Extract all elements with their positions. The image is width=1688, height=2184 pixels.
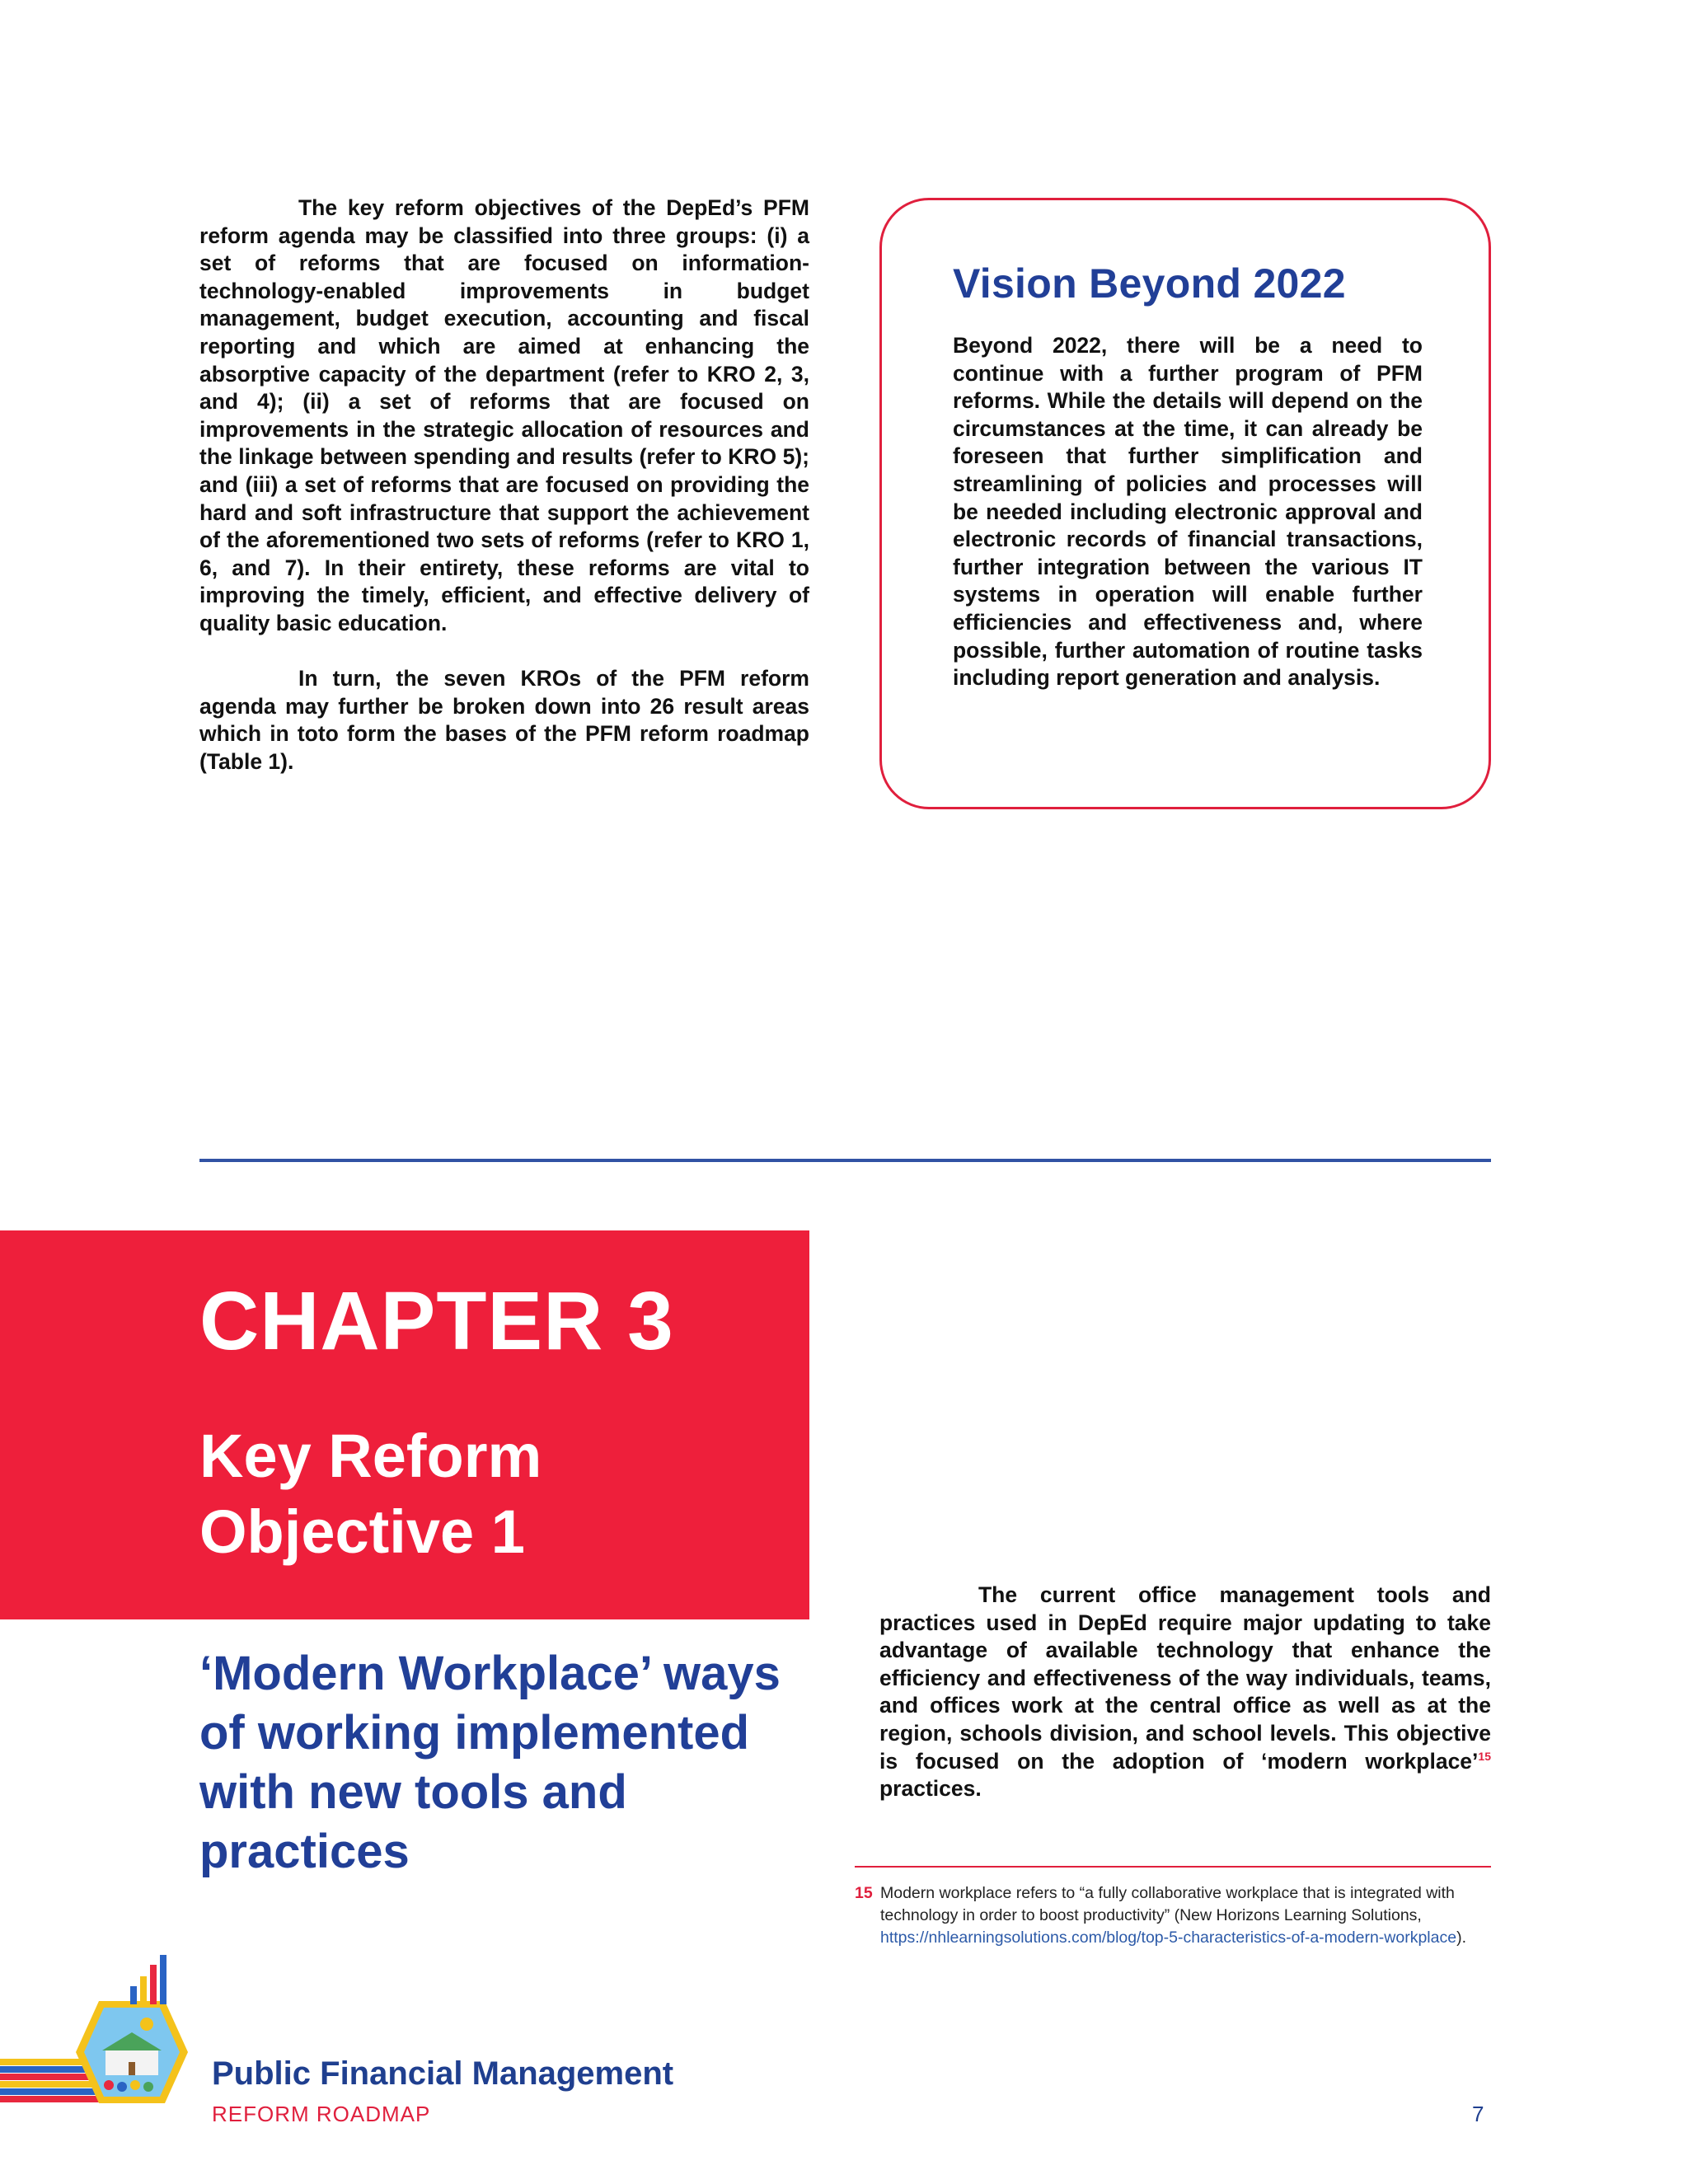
vision-title: Vision Beyond 2022 [953,260,1346,307]
chapter-title [199,1418,776,1570]
intro-column [199,194,809,776]
footnote-text-end: ). [1456,1929,1466,1947]
intro-paragraph: In turn, the seven KROs of the PFM reform agenda may further be broken down into 26 result areas which in toto form the bases of the PFM reform roadmap (Table 1). [199,666,809,774]
footnote [855,1882,1491,1949]
body-text: The current office management tools and practices used in DepEd require major updating to take advantage of available technology that enhance the efficiency and effectiveness of the way individuals, teams, and offices work at the central office as well as at the region, schools division, and school levels. This objective is focused on the adoption of ‘modern workplace’ [879,1582,1491,1774]
footnote-text-block [880,1882,1491,1949]
chapter-subtitle: ‘Modern Workplace’ ways of working implemented with new tools and practices [199,1647,781,1878]
vision-callout-box [879,198,1491,809]
chapter-heading-block [0,1230,809,1619]
footer-title: Public Financial Management [212,2055,674,2092]
intro-paragraph: The key reform objectives of the DepEd’s PFM reform agenda may be classified into three groups: (i) a set of reforms that are focused on information-technology-enabled improvements in budget management, budget execution, accounting and fiscal reporting and which are aimed at enhancing the absorptive capacity of the department (refer to KRO 2, 3, and 4); (ii) a set of reforms that are focused on improvements in the strategic allocation of resources and the linkage between spending and results (refer to KRO 5); and (iii) a set of reforms that are focused on providing the hard and soft infrastructure that support the achievement of the aforementioned two sets of reforms (refer to KRO 1, 6, and 7). In their entirety, these reforms are vital to improving the timely, efficient, and effective delivery of quality basic education. [199,195,809,635]
deped-pfm-logo-icon [0,1953,198,2126]
footnote-reference[interactable]: 15 [1478,1749,1491,1763]
body-paragraph [879,1582,1491,1803]
footnote-text: Modern workplace refers to “a fully collaborative workplace that is integrated with technology in order to boost productivity” (New Horizons Learning Solutions, [880,1884,1455,1924]
chapter-label: CHAPTER 3 [199,1275,674,1367]
section-divider [199,1159,1491,1162]
footnote-link[interactable]: https://nhlearningsolutions.com/blog/top-5-characteristics-of-a-modern-workplace [880,1929,1457,1947]
chapter-title-line: Objective 1 [199,1497,525,1566]
vision-text: Beyond 2022, there will be a need to continue with a further program of PFM reforms. While the details will depend on the circumstances at the time, it can already be foreseen that further simplification and streamlining of policies and processes will be needed including electronic approval and electronic records of financial transactions, further integration between the various IT systems in operation will enable further efficiencies and effectiveness and, where possible, further automation of routine tasks including report generation and analysis. [953,333,1423,691]
chapter-title-line: Key Reform [199,1422,542,1490]
footnote-number: 15 [855,1884,873,1902]
body-text-end: practices. [879,1776,982,1802]
page-number: 7 [1472,2102,1484,2126]
footer-subtitle: REFORM ROADMAP [212,2102,431,2126]
footnote-rule [855,1866,1491,1868]
